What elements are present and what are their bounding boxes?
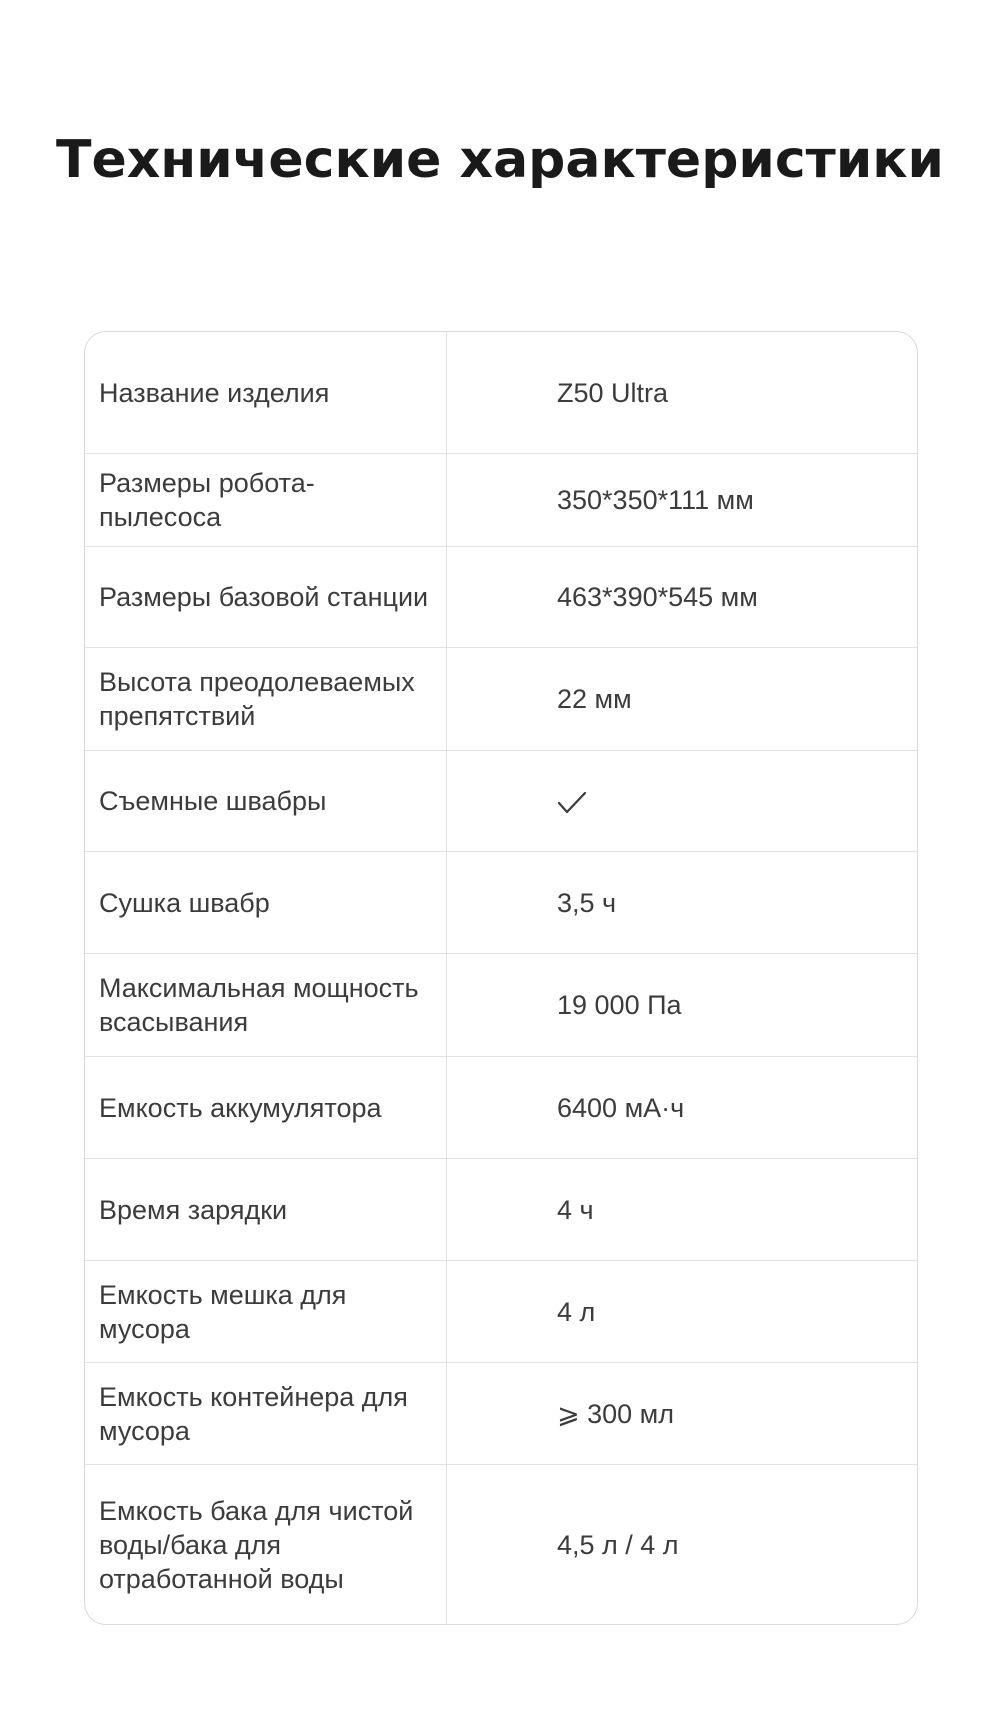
page-title: Технические характеристики xyxy=(56,130,944,190)
spec-label: Емкость мешка для мусора xyxy=(85,1261,447,1362)
spec-label: Емкость аккумулятора xyxy=(85,1057,447,1158)
table-row xyxy=(85,1464,917,1624)
spec-table xyxy=(84,331,918,1625)
table-row xyxy=(85,453,917,546)
spec-label: Высота преодолеваемых препятствий xyxy=(85,648,447,750)
spec-label: Время зарядки xyxy=(85,1159,447,1260)
table-row xyxy=(85,851,917,953)
spec-value: 350*350*111 мм xyxy=(557,485,754,515)
spec-value: 4,5 л / 4 л xyxy=(557,1529,679,1560)
spec-value: 22 мм xyxy=(557,684,632,714)
table-row xyxy=(85,750,917,851)
table-row xyxy=(85,332,917,453)
table-row xyxy=(85,546,917,647)
table-row xyxy=(85,1056,917,1158)
spec-label: Размеры робота-пылесоса xyxy=(85,454,447,546)
spec-value: 3,5 ч xyxy=(557,887,617,918)
spec-value: 463*390*545 мм xyxy=(557,582,758,612)
spec-label: Емкость контейнера для мусора xyxy=(85,1363,447,1464)
table-row xyxy=(85,953,917,1056)
spec-value: 6400 мА·ч xyxy=(557,1092,685,1123)
spec-label: Максимальная мощность всасывания xyxy=(85,954,447,1056)
spec-value: Z50 Ultra xyxy=(557,377,669,408)
table-row xyxy=(85,1158,917,1260)
spec-value: 4 ч xyxy=(557,1194,594,1225)
spec-value: ⩾ 300 мл xyxy=(557,1398,674,1429)
spec-label: Емкость бака для чистой воды/бака для отработанной воды xyxy=(85,1465,447,1624)
spec-value xyxy=(447,751,917,851)
spec-value: 4 л xyxy=(557,1296,596,1327)
spec-label: Съемные швабры xyxy=(85,751,447,851)
checkmark-icon xyxy=(557,789,587,813)
table-row xyxy=(85,1260,917,1362)
spec-label: Сушка швабр xyxy=(85,852,447,953)
spec-label: Размеры базовой станции xyxy=(85,547,447,647)
table-row xyxy=(85,1362,917,1464)
spec-label: Название изделия xyxy=(85,332,447,453)
table-row xyxy=(85,647,917,750)
spec-value: 19 000 Па xyxy=(557,990,682,1020)
